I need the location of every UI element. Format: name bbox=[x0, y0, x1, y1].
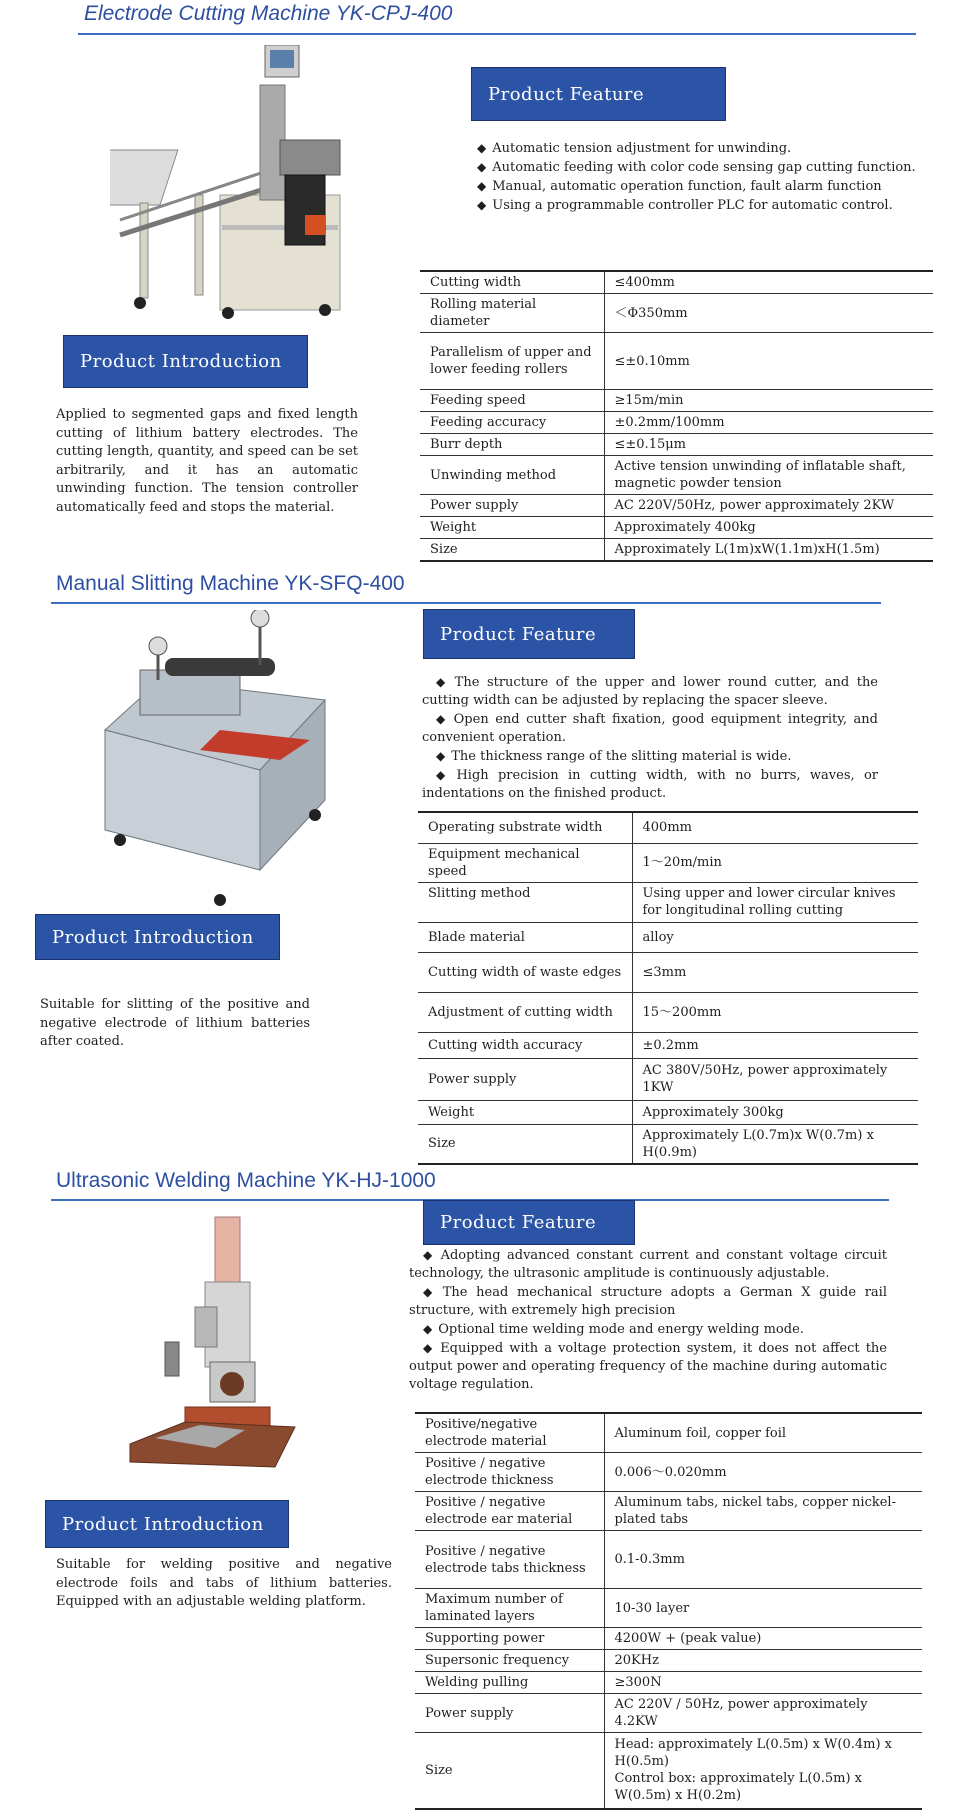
manual-slitting-machine-image bbox=[100, 610, 330, 910]
table-row bbox=[420, 412, 933, 434]
list-item: ◆ The structure of the upper and lower round cutter, and the cutting width can be adjusted by replacing the spacer sleeve. bbox=[422, 675, 879, 708]
spec-label: Positive / negative electrode tabs thickness bbox=[415, 1531, 604, 1589]
diamond-bullet-icon: ◆ bbox=[436, 749, 446, 763]
feature-list bbox=[409, 1246, 887, 1394]
list-item: ◆ Adopting advanced constant current and constant voltage circuit technology, the ultrasonic amplitude is continuously adjustable. bbox=[409, 1248, 887, 1281]
spec-label: Operating substrate width bbox=[418, 812, 632, 843]
spec-value: ≤±0.15μm bbox=[604, 434, 933, 456]
list-item: ◆ The head mechanical structure adopts a German X guide rail structure, with extremely high precision bbox=[409, 1285, 887, 1318]
table-row bbox=[418, 1100, 918, 1124]
table-row bbox=[415, 1413, 922, 1453]
table-row bbox=[418, 922, 918, 952]
spec-value: AC 380V/50Hz, power approximately 1KW bbox=[632, 1058, 918, 1100]
table-row bbox=[420, 390, 933, 412]
spec-label: Maximum number of laminated layers bbox=[415, 1589, 604, 1628]
table-row bbox=[420, 271, 933, 294]
spec-value: AC 220V/50Hz, power approximately 2KW bbox=[604, 495, 933, 517]
spec-value: 0.1-0.3mm bbox=[604, 1531, 922, 1589]
spec-value: 400mm bbox=[632, 812, 918, 843]
spec-label: Burr depth bbox=[420, 434, 604, 456]
spec-label: Weight bbox=[418, 1100, 632, 1124]
table-row bbox=[420, 434, 933, 456]
spec-value: 1～20m/min bbox=[632, 843, 918, 882]
spec-value: Approximately 400kg bbox=[604, 517, 933, 539]
spec-label: Positive / negative electrode thickness bbox=[415, 1453, 604, 1492]
list-item: ◆ Optional time welding mode and energy welding mode. bbox=[423, 1322, 804, 1337]
list-item: ◆ High precision in cutting width, with no burrs, waves, or indentations on the finished product. bbox=[422, 768, 879, 801]
product-feature-heading: Product Feature bbox=[471, 67, 726, 121]
electrode-cutting-machine-image bbox=[110, 45, 360, 320]
spec-value: Approximately L(0.7m)x W(0.7m) x H(0.9m) bbox=[632, 1124, 918, 1164]
table-row bbox=[415, 1694, 922, 1733]
spec-table bbox=[420, 270, 933, 562]
section-title: Manual Slitting Machine YK-SFQ-400 bbox=[56, 572, 405, 595]
list-item: ◆ Equipped with a voltage protection system, it does not affect the output power and operating frequency of the machine during automatic voltage regulation. bbox=[409, 1341, 887, 1392]
section-title: Electrode Cutting Machine YK-CPJ-400 bbox=[84, 2, 453, 25]
diamond-bullet-icon: ◆ bbox=[436, 675, 449, 689]
table-row bbox=[415, 1672, 922, 1694]
product-introduction-heading: Product Introduction bbox=[35, 914, 280, 960]
spec-label: Supporting power bbox=[415, 1628, 604, 1650]
spec-label: Feeding accuracy bbox=[420, 412, 604, 434]
diamond-bullet-icon: ◆ bbox=[477, 198, 487, 212]
table-row bbox=[418, 812, 918, 843]
table-row bbox=[418, 952, 918, 992]
introduction-text: Applied to segmented gaps and fixed length cutting of lithium battery electrodes. The cutting length, quantity, and speed can be set arbitrarily, and it has an automatic unwinding function. The tension controller automatically feed and stops the material. bbox=[56, 407, 358, 515]
spec-label: Adjustment of cutting width bbox=[418, 992, 632, 1032]
spec-label: Cutting width bbox=[420, 271, 604, 294]
list-item: ◆ Manual, automatic operation function, fault alarm function bbox=[477, 179, 882, 194]
spec-label: Positive / negative electrode ear material bbox=[415, 1492, 604, 1531]
spec-value: Head: approximately L(0.5m) x W(0.4m) x H(0.5m) Control box: approximately L(0.5m) x W(0.5m) x H(0.2m) bbox=[604, 1733, 922, 1809]
list-item: ◆ Automatic tension adjustment for unwinding. bbox=[477, 141, 792, 156]
table-row bbox=[415, 1589, 922, 1628]
diamond-bullet-icon: ◆ bbox=[436, 768, 451, 782]
table-row bbox=[420, 333, 933, 390]
table-row bbox=[420, 294, 933, 333]
spec-value: ≥300N bbox=[604, 1672, 922, 1694]
spec-label: Power supply bbox=[418, 1058, 632, 1100]
spec-label: Cutting width accuracy bbox=[418, 1032, 632, 1058]
introduction-text: Suitable for welding positive and negative electrode foils and tabs of lithium batteries. Equipped with an adjustable welding platform. bbox=[56, 1557, 392, 1609]
diamond-bullet-icon: ◆ bbox=[477, 141, 487, 155]
product-introduction-heading: Product Introduction bbox=[63, 335, 308, 388]
spec-label: Feeding speed bbox=[420, 390, 604, 412]
table-row bbox=[418, 1124, 918, 1164]
ultrasonic-welding-machine-image bbox=[125, 1212, 300, 1477]
spec-table bbox=[415, 1412, 922, 1810]
diamond-bullet-icon: ◆ bbox=[477, 160, 487, 174]
spec-label: Size bbox=[420, 539, 604, 562]
spec-label: Slitting method bbox=[418, 882, 632, 922]
product-introduction-heading: Product Introduction bbox=[45, 1500, 289, 1548]
table-row bbox=[415, 1650, 922, 1672]
table-row bbox=[420, 495, 933, 517]
spec-table bbox=[418, 811, 918, 1165]
spec-label: Rolling material diameter bbox=[420, 294, 604, 333]
spec-label: Unwinding method bbox=[420, 456, 604, 495]
list-item: ◆ The thickness range of the slitting material is wide. bbox=[436, 749, 792, 764]
spec-label: Supersonic frequency bbox=[415, 1650, 604, 1672]
title-underline bbox=[78, 33, 916, 35]
spec-value: ≤±0.10mm bbox=[604, 333, 933, 390]
table-row bbox=[418, 1058, 918, 1100]
spec-label: Blade material bbox=[418, 922, 632, 952]
table-row bbox=[418, 992, 918, 1032]
spec-label: Power supply bbox=[420, 495, 604, 517]
spec-value: ＜Φ350mm bbox=[604, 294, 933, 333]
table-row bbox=[415, 1628, 922, 1650]
diamond-bullet-icon: ◆ bbox=[423, 1248, 435, 1262]
spec-value: Approximately L(1m)xW(1.1m)xH(1.5m) bbox=[604, 539, 933, 562]
spec-value: ±0.2mm/100mm bbox=[604, 412, 933, 434]
table-row bbox=[415, 1733, 922, 1809]
table-row bbox=[420, 517, 933, 539]
spec-value: AC 220V / 50Hz, power approximately 4.2KW bbox=[604, 1694, 922, 1733]
spec-label: Cutting width of waste edges bbox=[418, 952, 632, 992]
table-row bbox=[420, 539, 933, 562]
spec-label: Parallelism of upper and lower feeding rollers bbox=[420, 333, 604, 390]
table-row bbox=[418, 882, 918, 922]
diamond-bullet-icon: ◆ bbox=[436, 712, 448, 726]
table-row bbox=[415, 1453, 922, 1492]
spec-label: Size bbox=[418, 1124, 632, 1164]
spec-value: alloy bbox=[632, 922, 918, 952]
spec-value: ±0.2mm bbox=[632, 1032, 918, 1058]
spec-value: Active tension unwinding of inflatable shaft, magnetic powder tension bbox=[604, 456, 933, 495]
feature-list bbox=[422, 673, 878, 803]
spec-label: Positive/negative electrode material bbox=[415, 1413, 604, 1453]
spec-value: Aluminum tabs, nickel tabs, copper nickel-plated tabs bbox=[604, 1492, 922, 1531]
spec-value: ≥15m/min bbox=[604, 390, 933, 412]
feature-list bbox=[463, 139, 927, 215]
diamond-bullet-icon: ◆ bbox=[423, 1322, 433, 1336]
spec-value: ≤400mm bbox=[604, 271, 933, 294]
spec-value: 10-30 layer bbox=[604, 1589, 922, 1628]
spec-value: Approximately 300kg bbox=[632, 1100, 918, 1124]
spec-label: Size bbox=[415, 1733, 604, 1809]
spec-value: Aluminum foil, copper foil bbox=[604, 1413, 922, 1453]
list-item: ◆ Using a programmable controller PLC for automatic control. bbox=[477, 198, 893, 213]
diamond-bullet-icon: ◆ bbox=[423, 1341, 435, 1355]
spec-label: Power supply bbox=[415, 1694, 604, 1733]
table-row bbox=[420, 456, 933, 495]
table-row bbox=[415, 1531, 922, 1589]
list-item: ◆ Open end cutter shaft fixation, good equipment integrity, and convenient operation. bbox=[422, 712, 879, 745]
table-row bbox=[418, 1032, 918, 1058]
table-row bbox=[418, 843, 918, 882]
spec-value: ≤3mm bbox=[632, 952, 918, 992]
spec-value: 20KHz bbox=[604, 1650, 922, 1672]
list-item: ◆ Automatic feeding with color code sensing gap cutting function. bbox=[477, 160, 916, 175]
introduction-text: Suitable for slitting of the positive and negative electrode of lithium batteries after coated. bbox=[40, 997, 310, 1049]
spec-value: Using upper and lower circular knives for longitudinal rolling cutting bbox=[632, 882, 918, 922]
table-row bbox=[415, 1492, 922, 1531]
diamond-bullet-icon: ◆ bbox=[423, 1285, 437, 1299]
title-underline bbox=[51, 602, 881, 604]
spec-label: Welding pulling bbox=[415, 1672, 604, 1694]
spec-value: 4200W + (peak value) bbox=[604, 1628, 922, 1650]
product-feature-heading: Product Feature bbox=[423, 1200, 635, 1245]
spec-value: 0.006～0.020mm bbox=[604, 1453, 922, 1492]
section-title: Ultrasonic Welding Machine YK-HJ-1000 bbox=[56, 1169, 436, 1192]
spec-label: Weight bbox=[420, 517, 604, 539]
spec-value: 15～200mm bbox=[632, 992, 918, 1032]
diamond-bullet-icon: ◆ bbox=[477, 179, 487, 193]
spec-label: Equipment mechanical speed bbox=[418, 843, 632, 882]
product-feature-heading: Product Feature bbox=[423, 609, 635, 659]
